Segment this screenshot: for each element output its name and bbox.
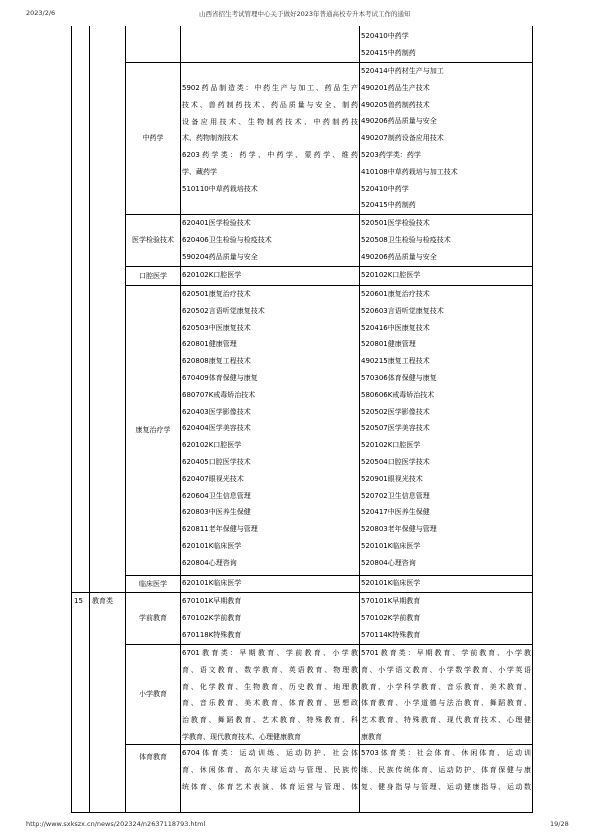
- category-name: 教育类: [92, 597, 113, 605]
- major-name-zhongyaoxue: 中药学: [142, 134, 164, 143]
- table-cell-line: 520414中药材生产与加工: [361, 67, 444, 75]
- major-name-kangfuzhiliao: 康复治疗学: [135, 426, 171, 435]
- table-cell-line: 育、化学教育、生物教育、历史教育、地理教: [182, 682, 358, 691]
- table-cell-line: 620403医学影像技术: [182, 407, 251, 416]
- table-cell-line: 520101K临床医学: [361, 579, 421, 587]
- table-cell-line: 艺术教育、特殊教育、现代教育技术、心理健: [361, 716, 531, 725]
- table-cell-line: 670409体育保健与康复: [182, 373, 258, 382]
- table-cell-line: 620405口腔医学技术: [182, 457, 251, 466]
- table-cell-line: 520102K口腔医学: [361, 271, 421, 279]
- table-cell-line: 490206药品质量与安全: [361, 117, 437, 126]
- category-number: 15: [74, 597, 83, 605]
- table-cell-line: 教育、小学科学教育、音乐教育、美术教育、: [361, 682, 531, 691]
- table-cell-line: 590204药品质量与安全: [182, 252, 258, 261]
- table-cell-line: 520415中药制药: [361, 201, 416, 210]
- table-cell-line: 育、语文教育、数学教育、英语教育、物理教: [182, 665, 358, 674]
- table-cell-line: 490201药品生产技术: [361, 83, 430, 92]
- table-cell-line: 620404医学美容技术: [182, 424, 251, 433]
- page-number: 19/28: [550, 820, 569, 828]
- table-cell-line: 术、药物制剂技术: [182, 134, 238, 143]
- table-cell-line: 570306体育保健与康复: [361, 373, 437, 382]
- row-kqyx-left: [182, 267, 358, 284]
- row-kfzl-left: [182, 286, 358, 572]
- table-cell-line: 620101K临床医学: [182, 541, 242, 550]
- table-cell-line: 治教育、舞蹈教育、艺术教育、特殊教育、科: [182, 716, 358, 725]
- table-cell-line: 520410中药学: [361, 184, 409, 193]
- table-cell-line: 620503中医康复技术: [182, 323, 251, 332]
- table-cell-line: 520415中药制药: [361, 48, 416, 57]
- table-cell-line: 620407眼视光技术: [182, 474, 244, 483]
- table-cell-line: 490207制药设备应用技术: [361, 134, 444, 143]
- row-tyjy-right: [361, 745, 531, 795]
- major-name-xiaoxuejiaoyu: 小学教育: [139, 690, 167, 699]
- table-cell-line: 580606K戒毒矫治技术: [361, 390, 435, 399]
- row-xxjy-right: [361, 645, 531, 746]
- table-cell-line: 410108中草药栽培与加工技术: [361, 167, 458, 176]
- table-cell-line: 5703体育类：社会体育、休闲体育、运动训: [361, 749, 531, 757]
- table-cell-line: 6203药学类：药学、中药学、蒙药学、维药: [182, 151, 358, 160]
- table-cell-line: 6701教育类：早期教育、学前教育、小学教: [182, 649, 358, 657]
- table-cell-line: 620803中医养生保健: [182, 508, 251, 517]
- table-cell-line: 5902药品制造类：中药生产与加工、药品生产: [182, 84, 358, 92]
- table-cell-line: 620811老年保健与管理: [182, 525, 258, 534]
- table-cell-line: 670118K特殊教育: [182, 630, 242, 639]
- table-cell-line: 620804心理咨询: [182, 558, 237, 567]
- table-cell-line: 620808康复工程技术: [182, 357, 251, 366]
- row-xxjy-left: [182, 645, 358, 746]
- table-cell-line: 620604卫生信息管理: [182, 491, 251, 500]
- table-cell-line: 520804心理咨询: [361, 558, 416, 567]
- table-cell-line: 620101K临床医学: [182, 579, 242, 587]
- row-tyjy-left: [182, 745, 358, 795]
- table-cell-line: 520504口腔医学技术: [361, 457, 430, 466]
- table-cell-line: 490215康复工程技术: [361, 357, 430, 366]
- page-header-title: 山西省招生考试管理中心关于做好2023年普通高校专升本考试工作的通知: [199, 10, 411, 18]
- row-lcyx-right: [361, 575, 531, 592]
- table-cell-line: 570102K学前教育: [361, 613, 421, 622]
- table-cell-line: 620102K口腔医学: [182, 441, 242, 450]
- table-cell-line: 练、民族传统体育、运动防护、体育保健与康: [361, 765, 531, 774]
- table-cell-line: 520803老年保健与管理: [361, 525, 437, 534]
- row-zhongyao-right: [361, 63, 531, 214]
- row-xqjy-right: [361, 593, 531, 643]
- table-cell-line: 520508卫生检验与检疫技术: [361, 235, 451, 244]
- table-cell-line: 520102K口腔医学: [361, 441, 421, 450]
- row-kfzl-right: [361, 286, 531, 572]
- table-cell-line: 620102K口腔医学: [182, 271, 242, 279]
- table-cell-line: 康教育: [361, 732, 382, 741]
- table-cell-line: 520601康复治疗技术: [361, 290, 430, 298]
- table-cell-line: 620401医学检验技术: [182, 219, 251, 227]
- table-cell-line: 620801健康管理: [182, 340, 237, 349]
- table-cell-line: 520702卫生信息管理: [361, 491, 430, 500]
- table-cell-line: 统体育、体育艺术表演、体育运营与管理、体: [182, 782, 358, 791]
- table-cell-line: 学教育、现代教育技术、心理健康教育: [182, 732, 301, 741]
- table-cell-line: 670102K学前教育: [182, 613, 242, 622]
- footer-url[interactable]: http://www.sxkszx.cn/news/202324/n2637118793.html: [26, 820, 206, 828]
- table-cell-line: 育、休闲体育、高尔夫球运动与管理、民族传: [182, 765, 358, 774]
- major-name-yixuejianyan: 医学检验技术: [132, 236, 174, 245]
- table-cell-line: 520507医学美容技术: [361, 424, 430, 433]
- table-cell-line: 620501康复治疗技术: [182, 290, 251, 298]
- table-cell-line: 520416中医康复技术: [361, 323, 430, 332]
- row-cont-right: [361, 28, 531, 62]
- table-cell-line: 520901眼视光技术: [361, 474, 423, 483]
- table-cell-line: 680707K戒毒矫治技术: [182, 390, 256, 399]
- table-cell-line: 520603言语听觉康复技术: [361, 306, 444, 315]
- table-cell-line: 670101K早期教育: [182, 597, 242, 605]
- row-lcyx-left: [182, 575, 358, 592]
- table-cell-line: 490206药品质量与安全: [361, 252, 437, 261]
- major-name-linchuangyixue: 临床医学: [139, 579, 167, 588]
- print-date: 2023/2/6: [26, 9, 56, 17]
- table-cell-line: 5701教育类：早期教育、学前教育、小学教: [361, 649, 531, 657]
- major-name-kouqiangyixue: 口腔医学: [139, 271, 167, 280]
- table-cell-line: 体育教育、小学道德与法治教育、舞蹈教育、: [361, 699, 531, 708]
- table-cell-line: 5203药学类：药学: [361, 150, 421, 159]
- table-cell-line: 育、小学语文教育、小学数学教育、小学英语: [361, 665, 531, 674]
- table-cell-line: 技术、兽药制药技术、药品质量与安全、制药: [182, 100, 358, 109]
- table-cell-line: 620502言语听觉康复技术: [182, 306, 265, 315]
- table-cell-line: 570101K早期教育: [361, 597, 421, 605]
- table-cell-line: 520502医学影像技术: [361, 407, 430, 416]
- table-cell-line: 620406卫生检验与检疫技术: [182, 235, 272, 244]
- row-yxjy-left: [182, 215, 358, 265]
- table-cell-line: 570114K特殊教育: [361, 630, 421, 639]
- row-zhongyao-left: [182, 80, 358, 198]
- major-name-tiyujiaoyu: 体育教育: [139, 752, 167, 761]
- table-cell-line: 育、音乐教育、美术教育、体育教育、思想政: [182, 699, 358, 708]
- row-kqyx-right: [361, 267, 531, 284]
- table-cell-line: 510110中草药栽培技术: [182, 184, 258, 193]
- table-cell-line: 490205兽药制药技术: [361, 100, 430, 109]
- table-cell-line: 设备应用技术、生物制药技术、中药制药技: [182, 117, 358, 126]
- major-name-xueqianjiaoyu: 学前教育: [139, 614, 167, 623]
- table-cell-line: 复、健身指导与管理、运动健康指导、运动数: [361, 782, 531, 791]
- table-cell-line: 520101K临床医学: [361, 541, 421, 550]
- table-cell-line: 520501医学检验技术: [361, 219, 430, 227]
- table-cell-line: 6704体育类：运动训练、运动防护、社会体: [182, 749, 358, 757]
- table-cell-line: 520417中医养生保健: [361, 508, 430, 517]
- row-yxjy-right: [361, 215, 531, 265]
- table-cell-line: 520801健康管理: [361, 340, 416, 349]
- table-cell-line: 学、藏药学: [182, 167, 217, 176]
- row-xqjy-left: [182, 593, 358, 643]
- table-cell-line: 520410中药学: [361, 32, 409, 40]
